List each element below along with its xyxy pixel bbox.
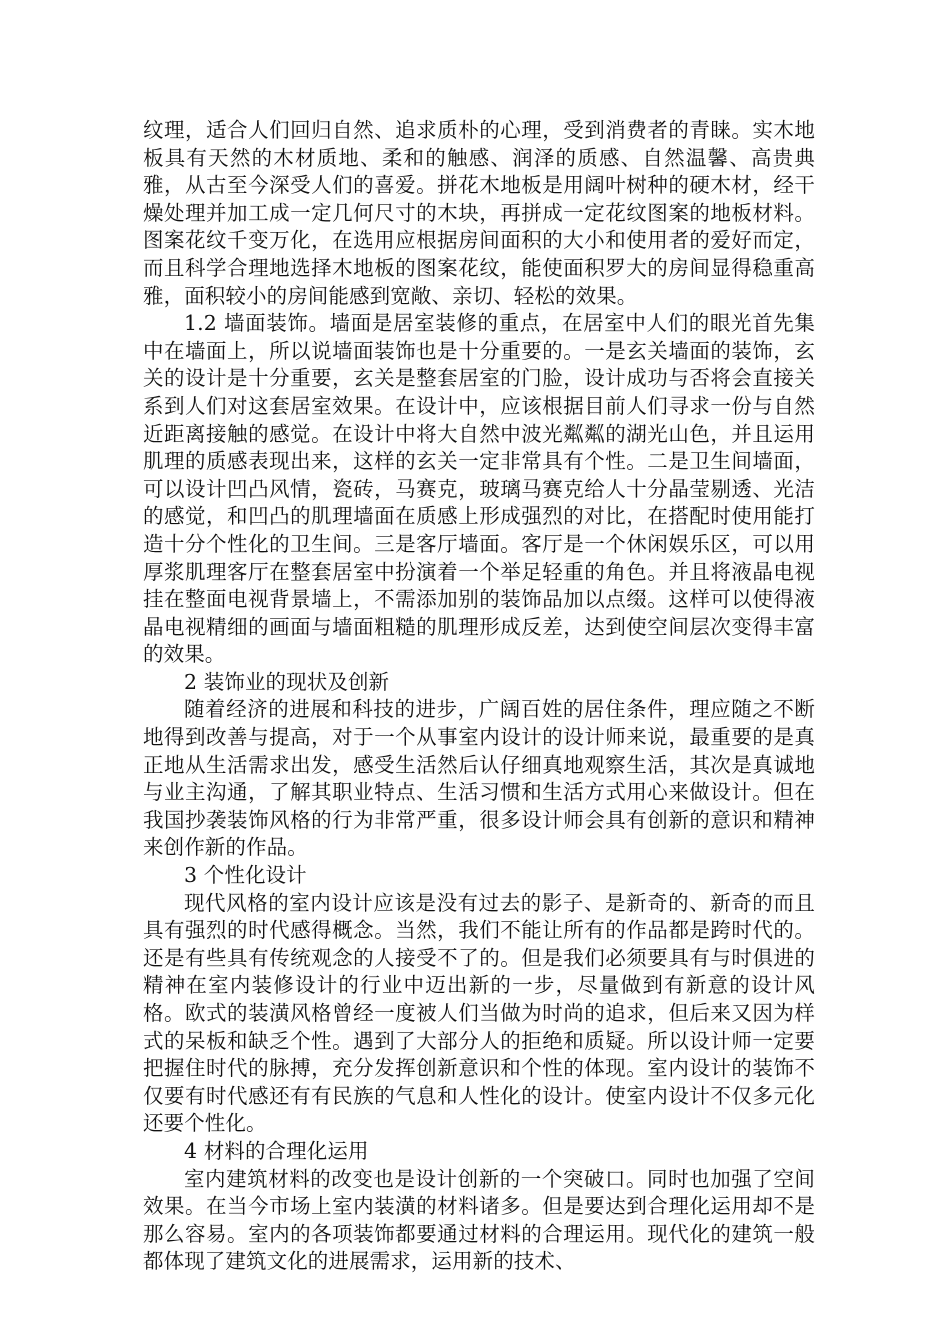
paragraph-industry-status: 随着经济的进展和科技的进步，广阔百姓的居住条件，理应随之不断地得到改善与提高，对于一个从事室内设计的设计师来说，最重要的是真正地从生活需求出发，感受生活然后认仔细真地观察生活，其次是真诚地与业主沟通，了解其职业特点、生活习惯和生活方式用心来做设计。但在我国抄袭装饰风格的行为非常严重，很多设计师会具有创新的意识和精神来创作新的作品。	[143, 697, 815, 860]
section-heading-personalized-design: 3 个性化设计	[184, 863, 307, 888]
section-heading-industry-status: 2 装饰业的现状及创新	[184, 669, 390, 694]
paragraph-wall-decoration: 1.2 墙面装饰。墙面是居室装修的重点，在居室中人们的眼光首先集中在墙面上，所以说墙面装饰也是十分重要的。一是玄关墙面的装饰，玄关的设计是十分重要，玄关是整套居室的门脸，设计成功与否将会直接关系到人们对这套居室效果。在设计中，应该根据目前人们寻求一份与自然近距离接触的感觉。在设计中将大自然中波光粼粼的湖光山色，并且运用肌理的质感表现出来，这样的玄关一定非常具有个性。二是卫生间墙面，可以设计凹凸风情，瓷砖，马赛克，玻璃马赛克给人十分晶莹剔透、光洁的感觉，和凹凸的肌理墙面在质感上形成强烈的对比，在搭配时使用能打造十分个性化的卫生间。三是客厅墙面。客厅是一个休闲娱乐区，可以用厚浆肌理客厅在整套居室中扮演着一个举足轻重的角色。并且将液晶电视挂在整面电视背景墙上，不需添加别的装饰品加以点缀。这样可以使得液晶电视精细的画面与墙面粗糙的肌理形成反差，达到使空间层次变得丰富的效果。	[143, 311, 815, 667]
paragraph-flooring-continuation: 纹理，适合人们回归自然、追求质朴的心理，受到消费者的青睐。实木地板具有天然的木材质地、柔和的触感、润泽的质感、自然温馨、高贵典雅，从古至今深受人们的喜爱。拼花木地板是用阔叶树种的硬木材，经干燥处理并加工成一定几何尺寸的木块，再拼成一定花纹图案的地板材料。图案花纹千变万化，在选用应根据房间面积的大小和使用者的爱好而定，而且科学合理地选择木地板的图案花纹，能使面积罗大的房间显得稳重高雅，面积较小的房间能感到宽敞、亲切、轻松的效果。	[143, 118, 815, 308]
document-body	[143, 117, 815, 1276]
section-heading-materials: 4 材料的合理化运用	[184, 1138, 369, 1163]
paragraph-materials: 室内建筑材料的改变也是设计创新的一个突破口。同时也加强了空间效果。在当今市场上室内装潢的材料诸多。但是要达到合理化运用却不是那么容易。室内的各项装饰都要通过材料的合理运用。现代化的建筑一般都体现了建筑文化的进展需求，运用新的技术、	[143, 1166, 815, 1274]
paragraph-personalized-design: 现代风格的室内设计应该是没有过去的影子、是新奇的、新奇的而且具有强烈的时代感得概念。当然，我们不能让所有的作品都是跨时代的。还是有些具有传统观念的人接受不了的。但是我们必须要具有与时俱进的精神在室内装修设计的行业中迈出新的一步，尽量做到有新意的设计风格。欧式的装潢风格曾经一度被人们当做为时尚的追求，但后来又因为样式的呆板和缺乏个性。遇到了大部分人的拒绝和质疑。所以设计师一定要把握住时代的脉搏，充分发挥创新意识和个性的体现。室内设计的装饰不仅要有时代感还有有民族的气息和人性化的设计。使室内设计不仅多元化还要个性化。	[143, 890, 815, 1136]
